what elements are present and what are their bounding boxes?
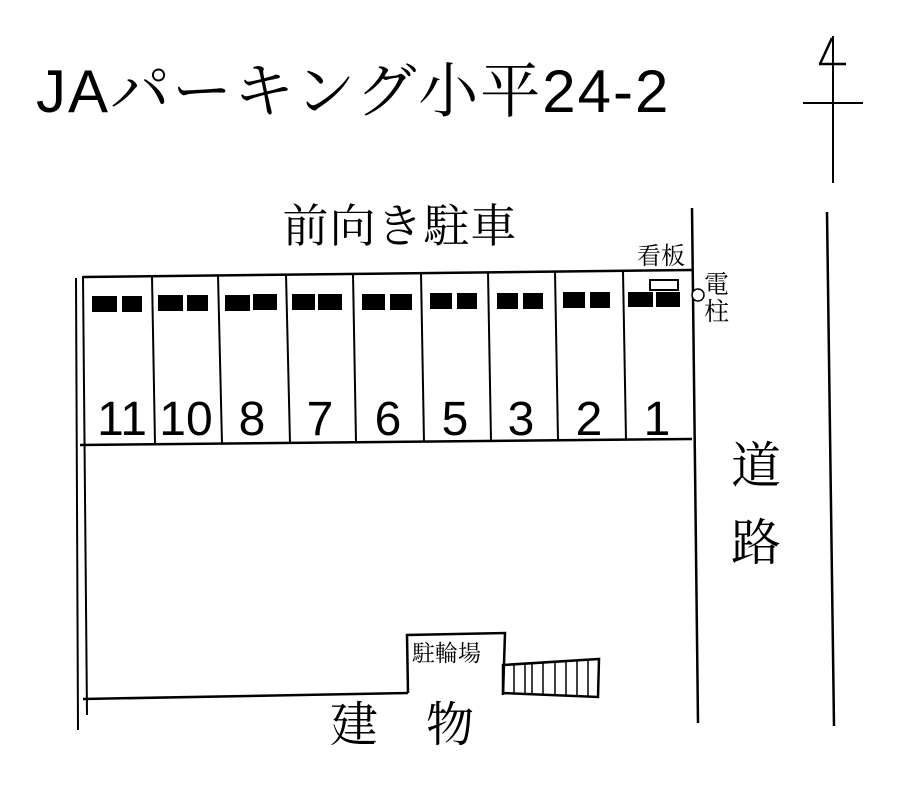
stall-number-3: 3 bbox=[507, 393, 535, 446]
page-title: JAパーキング小平24-2 bbox=[36, 58, 671, 125]
stall-number-11: 11 bbox=[97, 393, 147, 446]
front-parking-instruction: 前向き駐車 bbox=[282, 200, 518, 252]
utility-pole-icon bbox=[692, 289, 704, 301]
stall-number-7: 7 bbox=[306, 393, 334, 446]
stall-number-10: 10 bbox=[159, 393, 213, 446]
stall-number-6: 6 bbox=[374, 393, 402, 446]
bicycle-rack-hatch bbox=[503, 659, 599, 697]
stall-number-1: 1 bbox=[643, 393, 671, 446]
wheel-stop-dashes bbox=[92, 292, 680, 312]
stall-number-5: 5 bbox=[441, 393, 469, 446]
stall-number-2: 2 bbox=[575, 393, 603, 446]
building-label: 建 物 bbox=[329, 699, 475, 752]
lot-left-boundary bbox=[76, 276, 87, 730]
signboard-label: 看板 bbox=[637, 243, 685, 270]
utility-pole-label: 電柱 bbox=[704, 271, 730, 326]
bicycle-parking-label: 駐輪場 bbox=[412, 640, 481, 666]
road-label: 道路 bbox=[731, 438, 781, 571]
north-arrow-icon bbox=[803, 36, 863, 183]
stall-number-8: 8 bbox=[238, 393, 266, 446]
signboard-icon bbox=[650, 280, 678, 290]
